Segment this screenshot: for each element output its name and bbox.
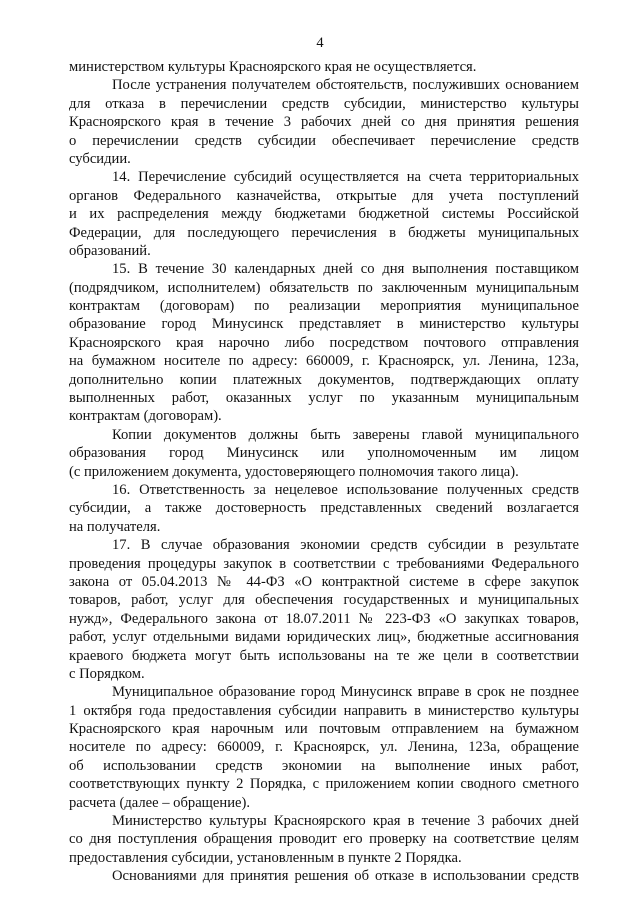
text-line: товаров, работ, услуг для обеспечения государственных и муниципальных [69,592,579,609]
text-line: выполненных работ, оказанных услуг по указанным муниципальным [69,390,579,407]
text-line: Копии документов должны быть заверены главой муниципального [112,426,579,443]
text-line: с Порядком. [69,665,145,682]
text-line: Красноярского края в течение 3 рабочих дней со дня принятия решения [69,114,579,131]
text-line: работ, услуг отдельными видами юридических лиц», бюджетные ассигнования [69,629,579,646]
text-line: контрактам (договорам). [69,408,222,425]
text-line: Красноярского края нарочным или почтовым отправлением на бумажном [69,721,579,738]
text-line: на получателя. [69,518,161,535]
text-line: носителе по адресу: 660009, г. Красноярск, ул. Ленина, 123а, обращение [69,739,579,756]
text-line: 1 октября года предоставления субсидии направить в министерство культуры [69,702,579,719]
text-line: министерством культуры Красноярского края не осуществляется. [69,59,477,75]
text-line: субсидии. [69,150,131,167]
text-line: закона от 05.04.2013 № 44-ФЗ «О контрактной системе в сфере закупок [69,573,579,590]
text-line: дополнительно копии платежных документов, подтверждающих оплату [69,371,579,388]
text-line: органов Федерального казначейства, открытые для учета поступлений [69,187,579,204]
text-line: 16. Ответственность за нецелевое использование полученных средств [112,481,579,498]
text-line: (с приложением документа, удостоверяющего полномочия такого лица). [69,463,519,480]
text-line: со дня поступления обращения проводит его проверку на соответствие целям [69,831,579,848]
text-line: Федерации, для последующего перечисления в бюджеты муниципальных [69,224,579,241]
text-line: 15. В течение 30 календарных дней со дня выполнения поставщиком [112,261,579,278]
document-body [69,58,579,886]
text-line: предоставления субсидии, установленным в пункте 2 Порядка. [69,849,462,866]
text-line: субсидии, а также достоверность представленных сведений возлагается [69,500,579,517]
text-line: 14. Перечисление субсидий осуществляется на счета территориальных [112,169,579,186]
text-line: Муниципальное образование город Минусинск вправе в срок не позднее [112,684,579,701]
text-line: образования город Минусинск или уполномоченным им лицом [69,445,579,462]
text-line: на бумажном носителе по адресу: 660009, г. Красноярск, ул. Ленина, 123а, [69,353,579,370]
text-line: (подрядчиком, исполнителем) обязательств по заключенным муниципальным [69,279,579,296]
text-line: нужд», Федерального закона от 18.07.2011 № 223-ФЗ «О закупках товаров, [69,610,579,627]
text-line: о перечислении средств субсидии обеспечивает перечисление средств [69,132,579,149]
text-line: краевого бюджета могут быть использованы на те же цели в соответствии [69,647,579,664]
text-line: для отказа в перечислении средств субсидии, министерство культуры [69,95,579,112]
text-line: расчета (далее – обращение). [69,794,250,811]
text-line: проведения процедуры закупок в соответствии с требованиями Федерального [69,555,579,572]
text-line: соответствующих пункту 2 Порядка, с приложением копии сводного сметного [69,776,579,793]
page-number: 4 [316,35,324,51]
text-line: об использовании средств экономии на выполнение иных работ, [69,757,579,774]
text-line: образований. [69,242,151,259]
text-line: 17. В случае образования экономии средств субсидии в результате [112,537,579,554]
text-line: и их распределения между бюджетами бюджетной системы Российской [69,206,579,223]
text-line: После устранения получателем обстоятельств, послуживших основанием [112,77,579,94]
text-line: контрактам (договорам) по реализации мероприятия муниципальное [69,298,579,315]
text-line: Основаниями для принятия решения об отказе в использовании средств [112,868,579,885]
text-line: Министерство культуры Красноярского края в течение 3 рабочих дней [112,813,579,830]
text-line: Красноярского края нарочно либо посредством почтового отправления [69,334,579,351]
text-line: образование город Минусинск представляет в министерство культуры [69,316,579,333]
